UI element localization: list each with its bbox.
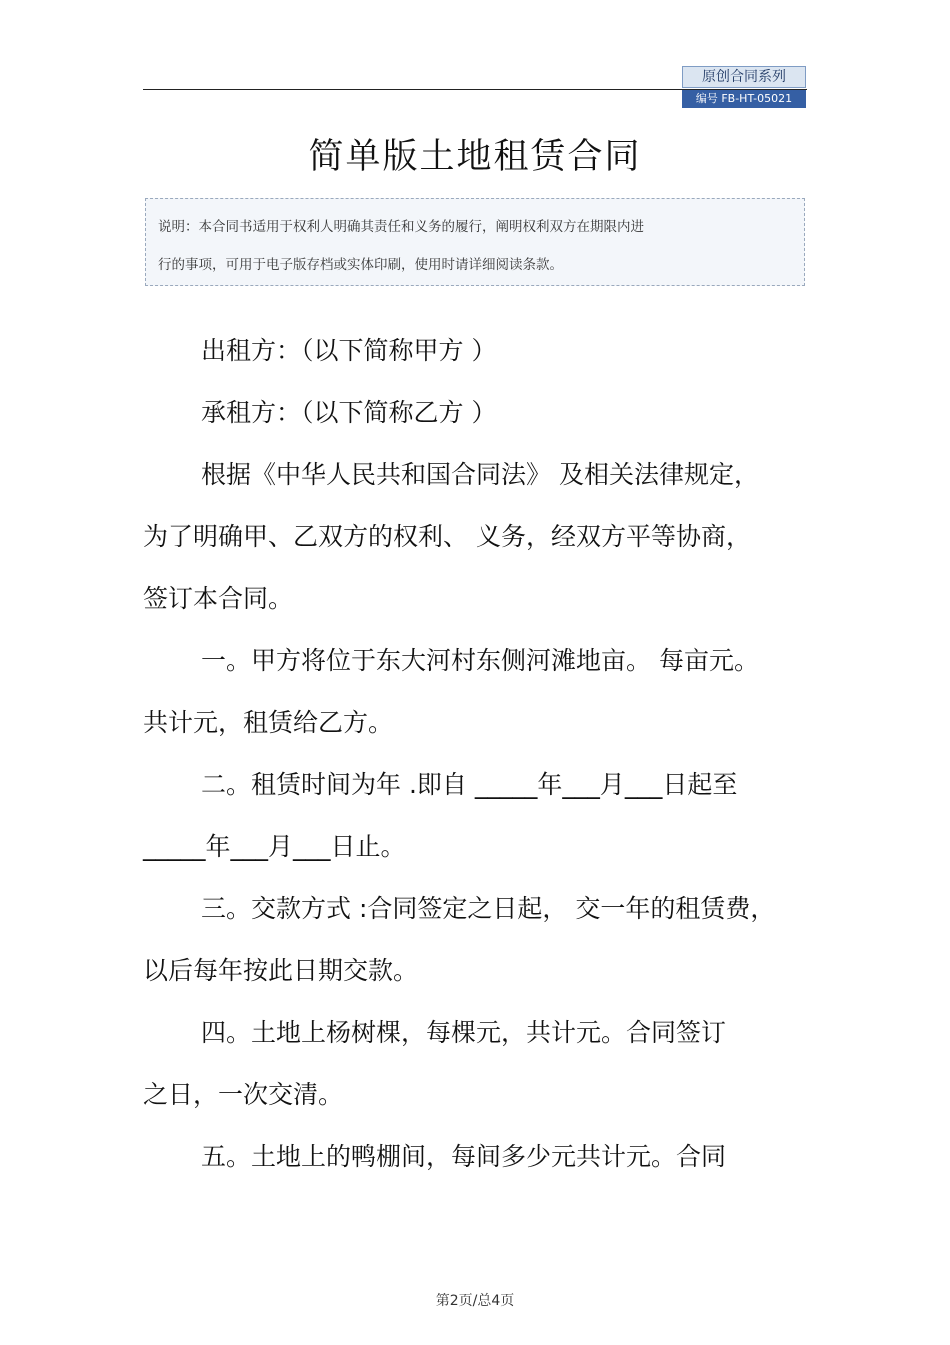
contract-body-line: 三。交款方式 :合同签定之日起， 交一年的租赁费，: [201, 894, 776, 923]
contract-body-line: 四。土地上杨树棵，每棵元，共计元。合同签订: [201, 1018, 727, 1047]
contract-body-line: 二。租赁时间为年 .即自 _____年___月___日起至: [201, 770, 738, 799]
contract-body-line: 出租方：（以下简称甲方 ）: [201, 336, 497, 365]
contract-body-line: 根据《中华人民共和国合同法》 及相关法律规定，: [201, 460, 759, 489]
contract-body: [143, 320, 807, 1188]
usage-note-line: 行的事项，可用于电子版存档或实体印刷，使用时请详细阅读条款。: [158, 257, 563, 273]
contract-body-line: 承租方：（以下简称乙方 ）: [201, 398, 497, 427]
contract-body-line: _____年___月___日止。: [143, 832, 406, 861]
contract-body-line: 以后每年按此日期交款。: [143, 956, 419, 985]
contract-body-line: 之日，一次交清。: [143, 1080, 344, 1109]
document-title: 简单版土地租赁合同: [308, 137, 642, 177]
usage-note-line: 说明：本合同书适用于权利人明确其责任和义务的履行，阐明权利双方在期限内进: [158, 219, 644, 235]
series-badge: 原创合同系列: [682, 66, 806, 88]
page-number: 第2页/总4页: [435, 1293, 515, 1309]
contract-body-line: 签订本合同。: [143, 584, 294, 613]
usage-note-box: [145, 198, 805, 286]
contract-body-line: 共计元，租赁给乙方。: [143, 708, 394, 737]
contract-body-line: 一。甲方将位于东大河村东侧河滩地亩。 每亩元。: [201, 646, 759, 675]
document-code-badge: 编号 FB-HT-05021: [682, 90, 806, 108]
contract-body-line: 五。土地上的鸭棚间，每间多少元共计元。合同: [201, 1142, 727, 1171]
contract-body-line: 为了明确甲、乙双方的权利、 义务，经双方平等协商，: [143, 522, 751, 551]
